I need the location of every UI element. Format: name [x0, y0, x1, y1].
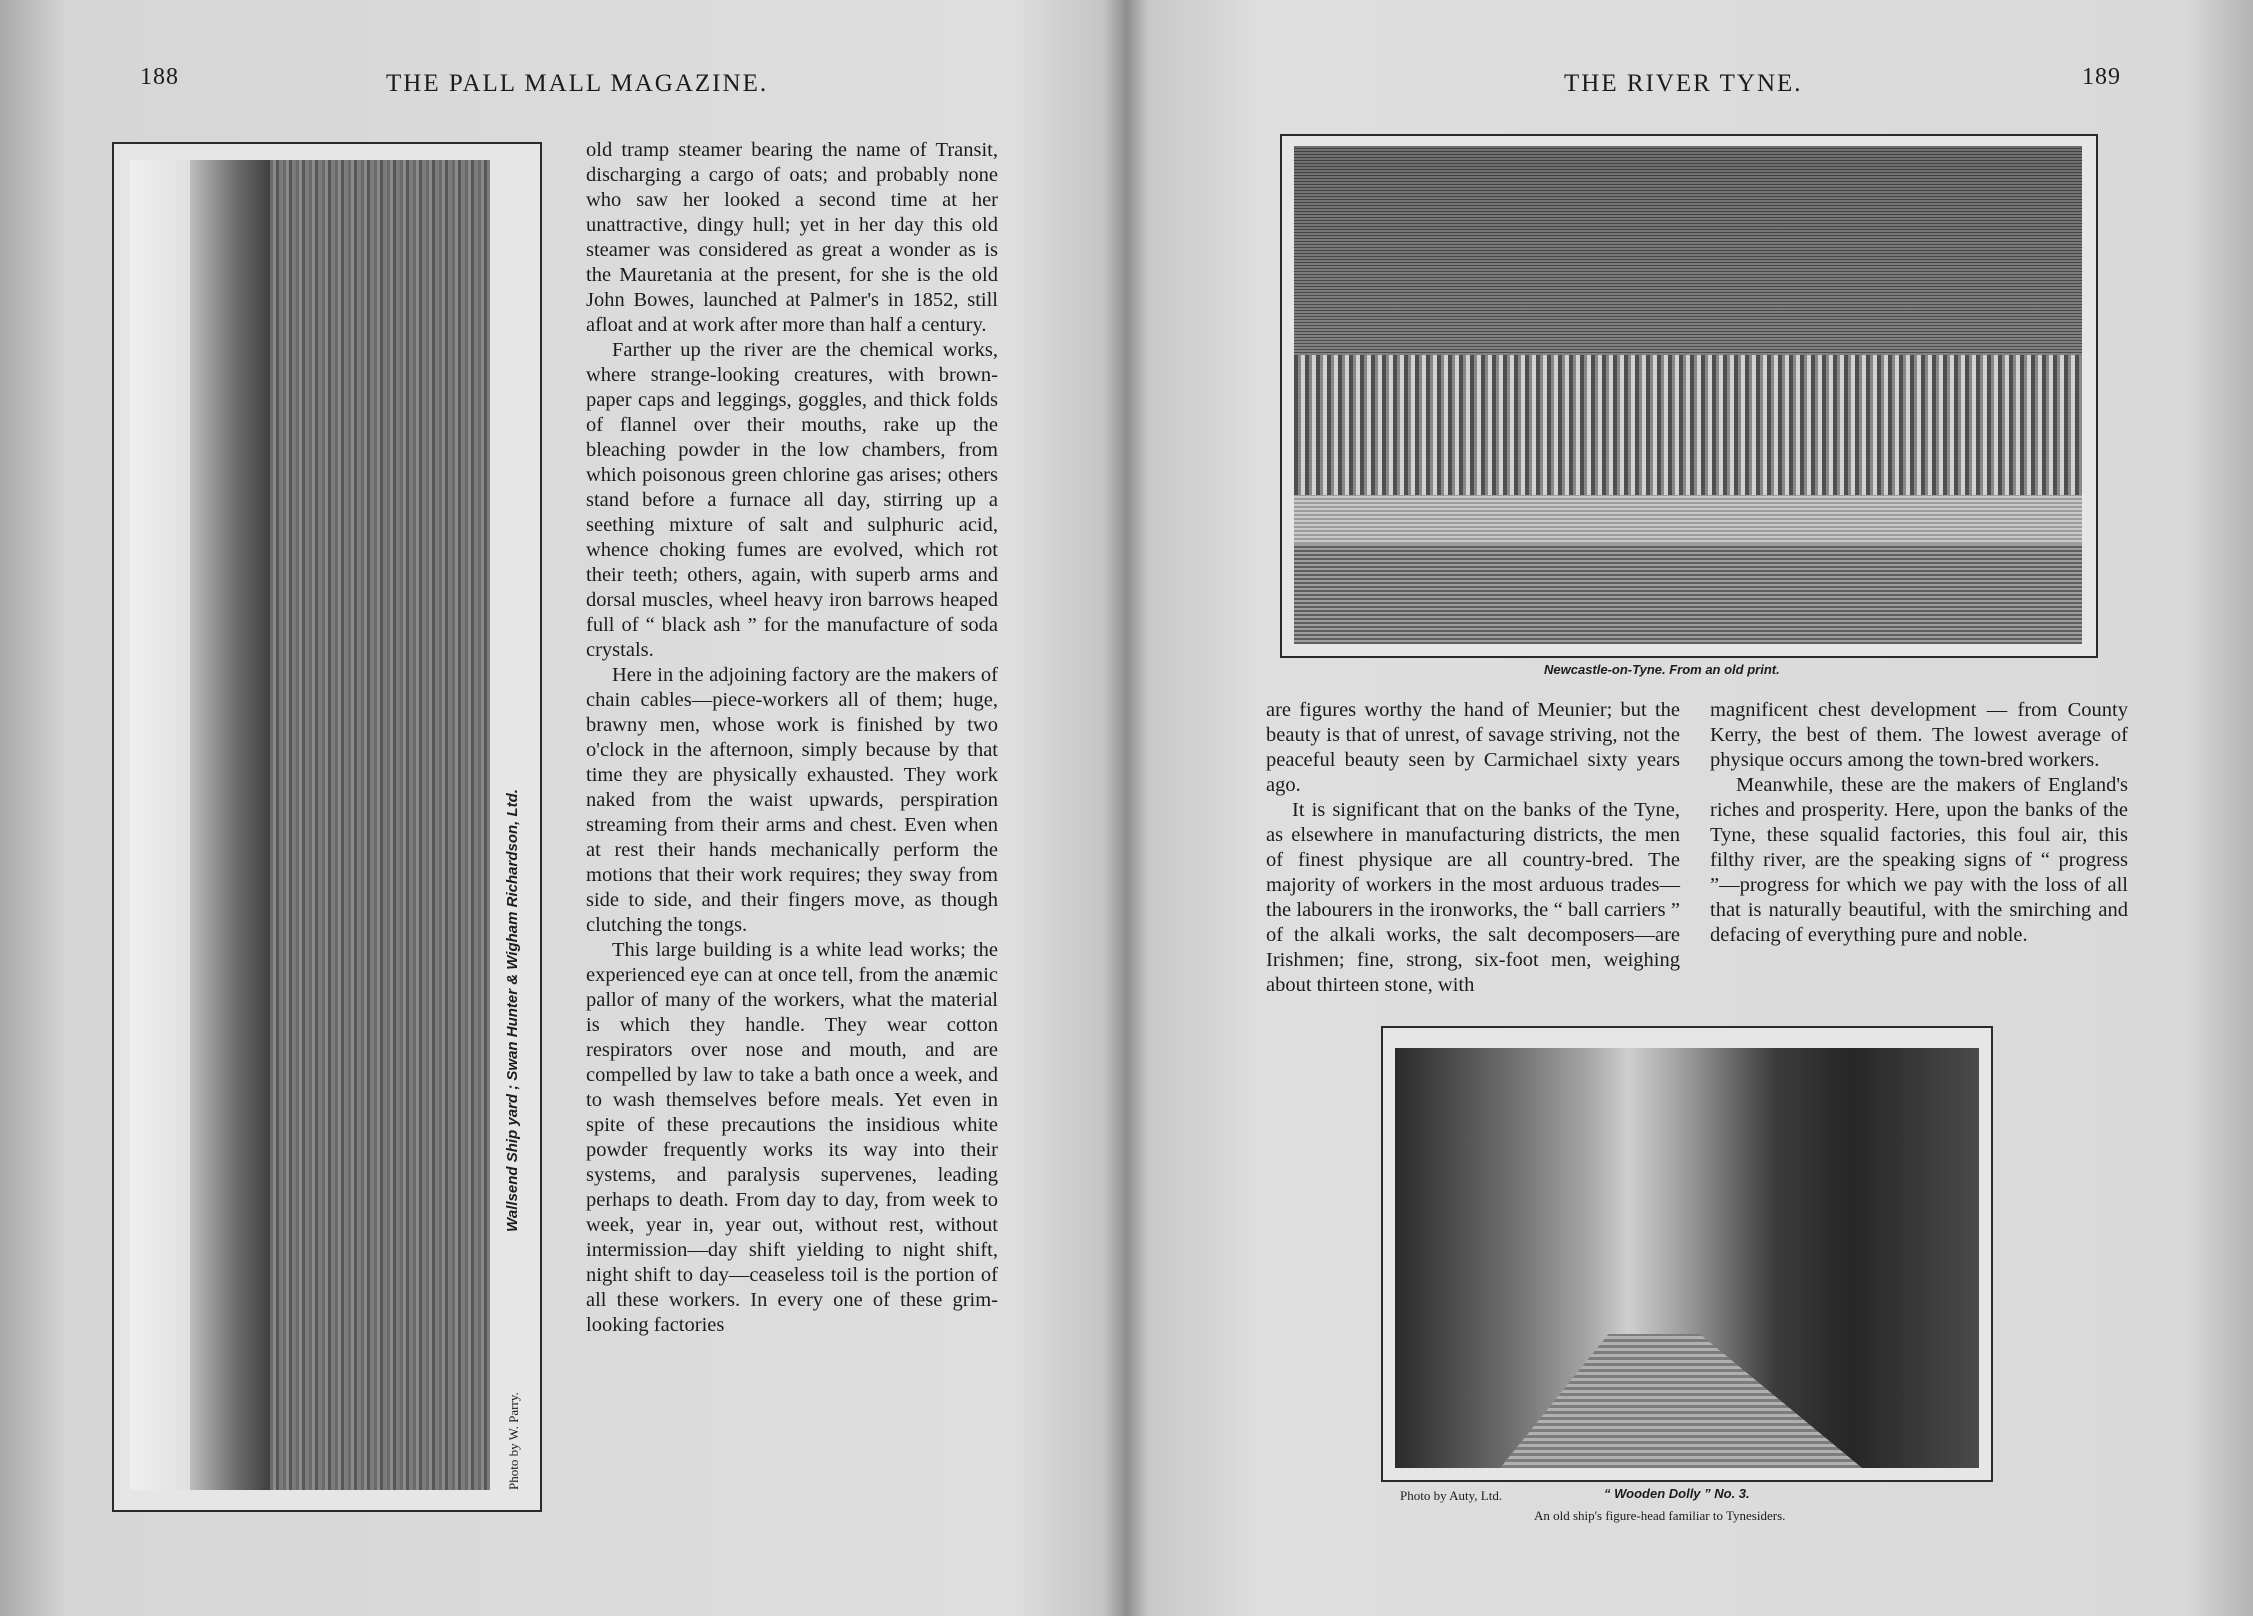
- shipyard-photo-credit: Photo by W. Parry.: [506, 1392, 521, 1490]
- newcastle-engraving: [1294, 146, 2082, 644]
- running-head-left: THE PALL MALL MAGAZINE.: [386, 70, 769, 97]
- wooden-dolly-caption: An old ship's figure-head familiar to Tynesiders.: [1534, 1508, 1786, 1523]
- paragraph: Here in the adjoining factory are the makers of chain cables—piece-workers all of them; huge, brawny men, whose work is finished by two o'clock in the afternoon, simply because by that time they are physically exhausted. They work naked from the waist upwards, perspiration streaming from their arms and chest. Even when at rest their hands mechanically perform the motions that their work requires; they sway from side to side, and their fingers move, as though clutching the tongs.: [586, 664, 998, 936]
- paragraph: Meanwhile, these are the makers of England's riches and prosperity. Here, upon the banks of the Tyne, these squalid factories, this foul air, this filthy river, are the speaking signs of “ progress ”—progress for which we pay with the loss of all that is naturally beautiful, with the smirching and defacing of everything pure and noble.: [1710, 774, 2128, 946]
- right-page: [1128, 0, 2253, 1616]
- running-head-right: THE RIVER TYNE.: [1564, 70, 1803, 97]
- paragraph: It is significant that on the banks of the Tyne, as elsewhere in manufacturing districts, the men of finest physique are all country-bred. The majority of workers in the most arduous trades—the labourers in the ironworks, the “ ball carriers ” of the alkali works, the salt decomposers—are Irishmen; fine, strong, six-foot men, weighing about thirteen stone, with: [1266, 799, 1680, 996]
- wooden-dolly-plate: [1381, 1026, 1993, 1482]
- paragraph: Farther up the river are the chemical works, where strange-looking creatures, with brown-paper caps and leggings, goggles, and thick folds of flannel over their mouths, rake up the bleaching powder in the low chambers, from which poisonous green chlorine gas arises; others stand before a furnace all day, stirring up a seething mixture of salt and sulphuric acid, whence choking fumes are evolved, which rot their teeth; others, again, with superb arms and dorsal muscles, wheel heavy iron barrows heaped full of “ black ash ” for the manufacture of soda crystals.: [586, 339, 998, 661]
- shipyard-photo: [130, 160, 490, 1490]
- wooden-dolly-photo: [1395, 1048, 1979, 1468]
- paragraph: This large building is a white lead works; the experienced eye can at once tell, from the anæmic pallor of many of the workers, what the material is which they handle. They wear cotton respirators over nose and mouth, and are compelled by law to take a bath once a week, and to wash themselves before meals. Yet even in spite of these precautions the insidious white powder frequently works its way into their systems, and paralysis supervenes, leading perhaps to death. From day to day, from week to week, year in, year out, without rest, without intermission—day shift yielding to night shift, night shift to day—ceaseless toil is the portion of all these workers. In every one of these grim-looking factories: [586, 939, 998, 1336]
- wooden-dolly-title: “ Wooden Dolly ” No. 3.: [1604, 1486, 1750, 1501]
- paragraph: old tramp steamer bearing the name of Transit, discharging a cargo of oats; and probably none who saw her looked a second time at her unattractive, dingy hull; yet in her day this old steamer was considered as great a wonder as is the Mauretania at the present, for she is the old John Bowes, launched at Palmer's in 1852, still afloat and at work after more than half a century.: [586, 139, 998, 336]
- wooden-dolly-photo-credit: Photo by Auty, Ltd.: [1400, 1488, 1503, 1503]
- shipyard-caption: Wallsend Ship yard ; Swan Hunter & Wigham Richardson, Ltd.: [504, 789, 521, 1232]
- page-number-left: 188: [140, 64, 179, 90]
- paragraph: magnificent chest development — from County Kerry, the best of them. The lowest average of physique occurs among the town-bred workers.: [1710, 699, 2128, 771]
- left-text-column: [586, 138, 998, 1558]
- paragraph: are figures worthy the hand of Meunier; but the beauty is that of unrest, of savage striving, not the peaceful beauty seen by Carmichael sixty years ago.: [1266, 699, 1680, 796]
- engraving-plate: [1280, 134, 2098, 658]
- shipyard-plate: [112, 142, 542, 1512]
- left-page: [0, 0, 1125, 1616]
- right-text-column-1: [1266, 698, 1680, 1018]
- right-text-column-2: [1710, 698, 2128, 1018]
- engraving-caption: Newcastle-on-Tyne. From an old print.: [1544, 662, 1780, 677]
- page-number-right: 189: [2082, 64, 2121, 90]
